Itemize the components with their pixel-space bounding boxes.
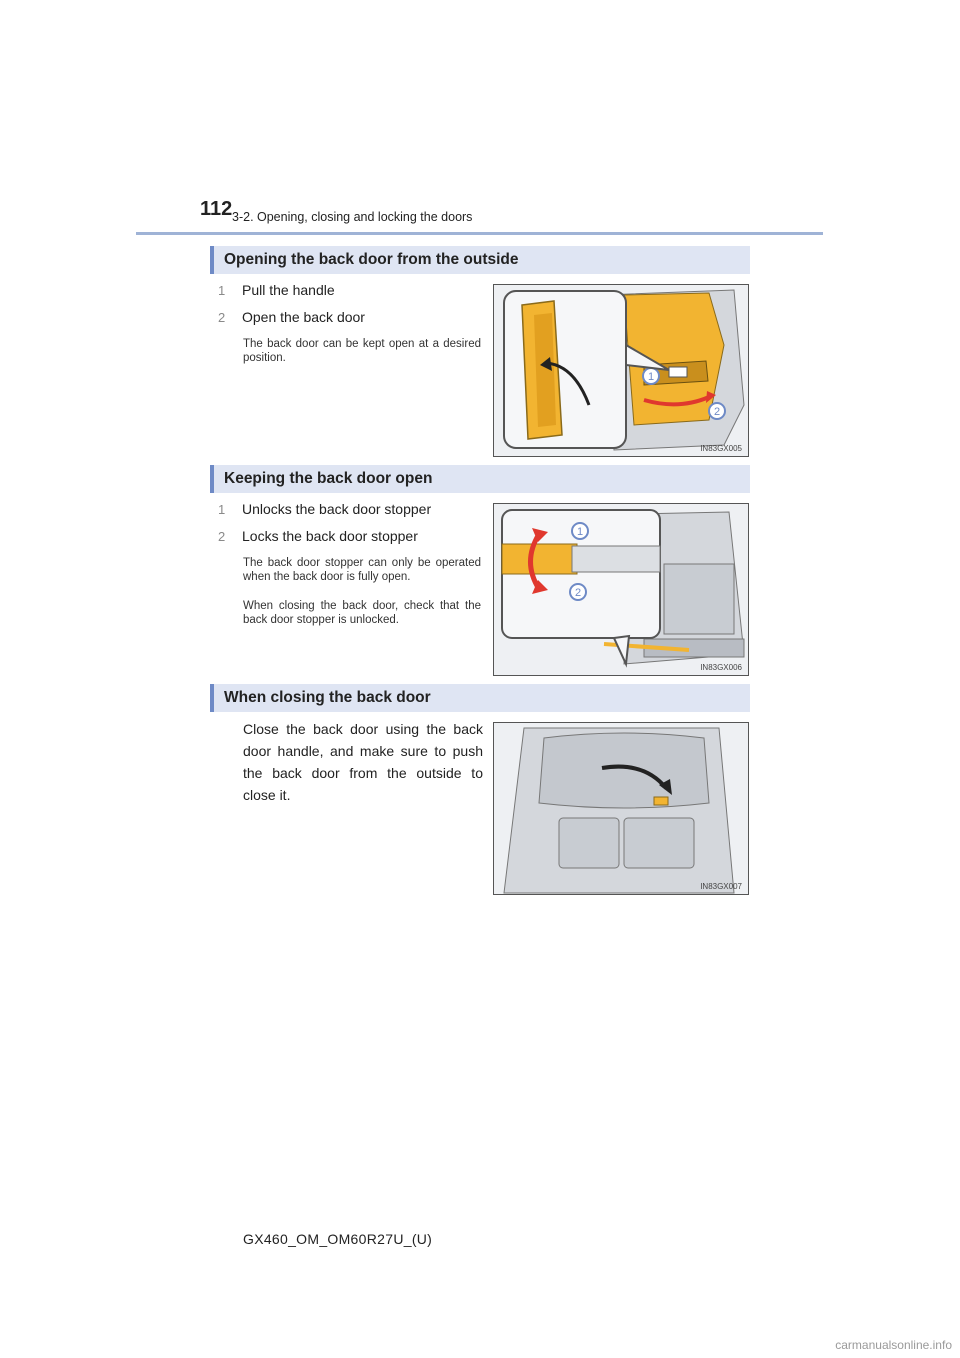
callout-number: 1 xyxy=(647,371,655,383)
note-text: The back door stopper can only be operated when the back door is fully open. xyxy=(243,557,481,583)
figure-code: IN83GX005 xyxy=(700,444,742,453)
note-text: The back door can be kept open at a desired position. xyxy=(243,338,481,364)
step-number: 1 xyxy=(218,283,226,298)
page-number: 112 xyxy=(200,198,233,220)
header-divider xyxy=(136,232,823,235)
callout-number: 2 xyxy=(574,587,582,599)
step-item xyxy=(218,282,335,298)
step-text: Locks the back door stopper xyxy=(242,528,418,544)
closing-instructions: Close the back door using the back door handle, and make sure to push the back door from the outside to close it. xyxy=(243,721,483,803)
note-text: When closing the back door, check that the back door stopper is unlocked. xyxy=(243,600,481,626)
section-title-closing: When closing the back door xyxy=(210,684,750,712)
step-number: 2 xyxy=(218,529,226,544)
callout-number: 2 xyxy=(713,406,721,418)
illustration-close-back-door xyxy=(493,722,749,895)
figure-code: IN83GX007 xyxy=(700,882,742,891)
step-item xyxy=(218,309,365,325)
illustration-door-stopper xyxy=(493,503,749,676)
step-number: 1 xyxy=(218,502,226,517)
section-title-keeping-open: Keeping the back door open xyxy=(210,465,750,493)
chapter-title: 3-2. Opening, closing and locking the doors xyxy=(232,210,473,224)
step-text: Pull the handle xyxy=(242,282,335,298)
callout-number: 1 xyxy=(576,526,584,538)
footer-code: GX460_OM_OM60R27U_(U) xyxy=(243,1231,433,1247)
step-number: 2 xyxy=(218,310,226,325)
figure-code: IN83GX006 xyxy=(700,663,742,672)
step-item xyxy=(218,501,431,517)
illustration-open-back-door xyxy=(493,284,749,457)
step-text: Unlocks the back door stopper xyxy=(242,501,432,517)
watermark: carmanualsonline.info xyxy=(835,1338,952,1352)
section-title-opening: Opening the back door from the outside xyxy=(210,246,750,274)
step-item xyxy=(218,528,418,544)
step-text: Open the back door xyxy=(242,309,365,325)
